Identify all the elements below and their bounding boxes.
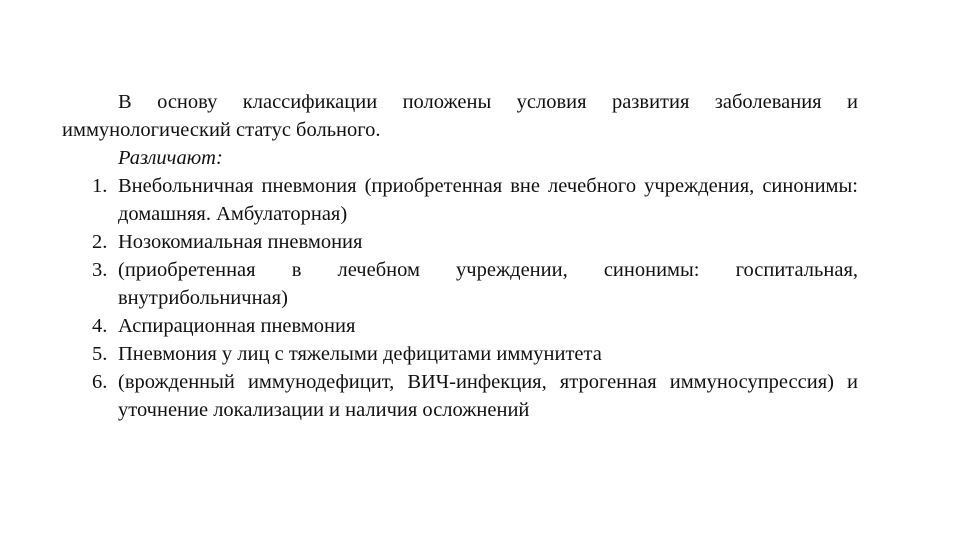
list-item	[62, 368, 858, 424]
list-item-text: (приобретенная в лечебном учреждении, синонимы: госпитальная, внутрибольничная)	[118, 259, 858, 309]
list-item-number: 4.	[92, 315, 108, 337]
list-item	[62, 256, 858, 312]
list-lead: Различают:	[118, 147, 223, 169]
list-item-number: 6.	[92, 371, 108, 393]
list-item-text: (врожденный иммунодефицит, ВИЧ-инфекция, ятрогенная иммуносупрессия) и уточнение локализации и наличия осложнений	[118, 371, 858, 421]
list-item-number: 5.	[92, 343, 108, 365]
classification-list	[62, 172, 858, 424]
list-item-text: Аспирационная пневмония	[118, 315, 356, 337]
list-item	[62, 228, 858, 256]
document-body	[62, 88, 858, 424]
list-item-number: 2.	[92, 231, 108, 253]
intro-paragraph: В основу классификации положены условия развития заболевания и иммунологический статус больного.	[62, 91, 858, 141]
list-item-number: 3.	[92, 259, 108, 281]
list-item-text: Пневмония у лиц с тяжелыми дефицитами иммунитета	[118, 343, 602, 365]
list-item-number: 1.	[92, 175, 108, 197]
list-item	[62, 340, 858, 368]
list-item-text: Внебольничная пневмония (приобретенная вне лечебного учреждения, синонимы: домашняя. Амбулаторная)	[118, 175, 858, 225]
list-item	[62, 312, 858, 340]
list-item	[62, 172, 858, 228]
list-item-text: Нозокомиальная пневмония	[118, 231, 363, 253]
